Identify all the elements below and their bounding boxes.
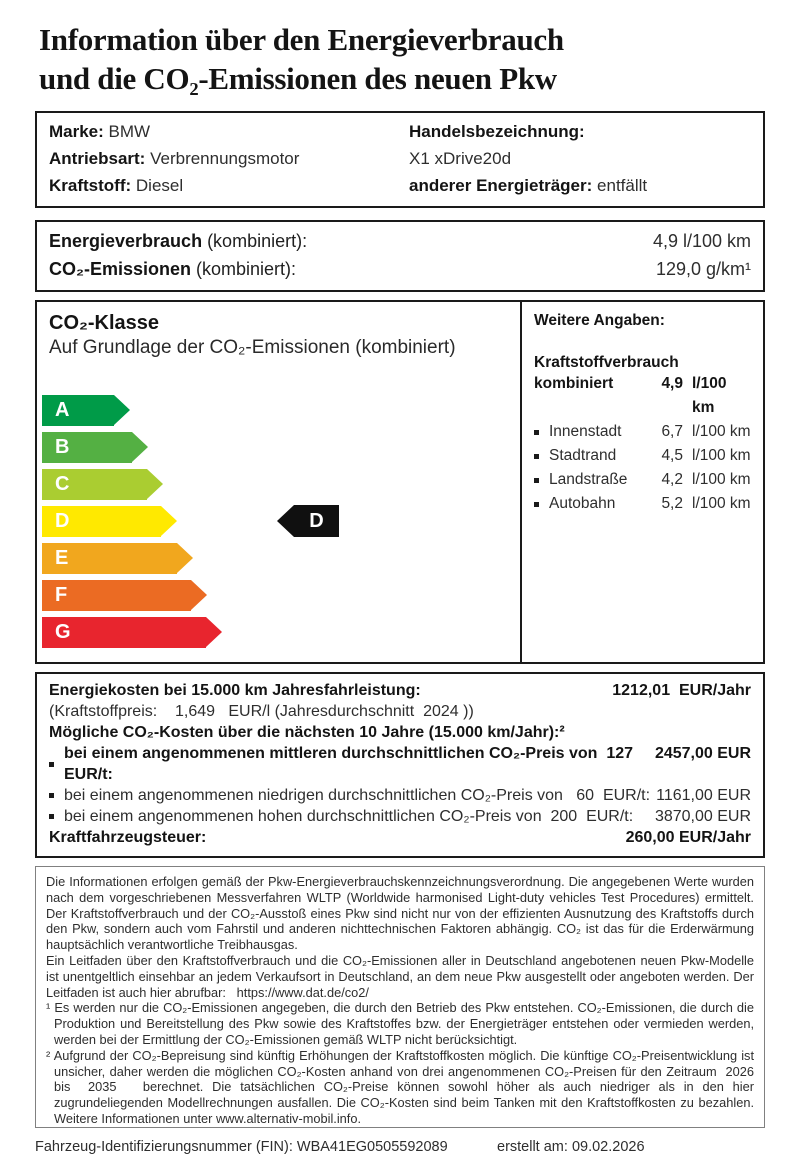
class-arrow-g: [42, 617, 514, 648]
class-arrow-g-tip-icon: [206, 617, 222, 647]
page-title: [35, 20, 765, 98]
fuel-value: Diesel: [135, 176, 184, 195]
co2-emissions-value: 129,0 g/km¹: [655, 259, 751, 279]
other-energy-label: anderer Energieträger:: [409, 176, 593, 195]
fuel-rural-unit: l/100 km: [692, 471, 751, 488]
class-arrow-a-tip-icon: [114, 395, 130, 425]
fineprint-footnote-2: ² Aufgrund der CO₂-Bepreisung sind künftig Erhöhungen der Kraftstoffkosten möglich. Die künftige CO₂-Preisentwicklung ist unsicher, daher werden die möglichen CO₂-Kosten anhand von drei angenommenen CO₂-Preisen für den Zeitraum 2026 bis 2035 berechnet. Die tatsächlichen CO₂-Preise können sowohl höher als auch niedriger als in den hier zugrundeliegenden Modellrechnungen ausfallen. Die CO₂-Kosten sind beim Tanken mit den Kraftstoffkosten zu bezahlen. Weitere Informationen unter www.alternativ-mobil.info.: [46, 1047, 758, 1126]
fineprint-paragraph-2: Ein Leitfaden über den Kraftstoffverbrauch und die CO₂-Emissionen aller in Deutschland angebotenen neuen Pkw-Modelle ist unentgeltlich einsehbar an jedem Verkaufsort in Deutschland, an dem neue Pkw ausgestellt oder angeboten werden. Der Leitfaden ist auch hier abrufbar: https://www.dat.de/co2/: [46, 952, 758, 1000]
fuel-combined-label: kombiniert: [534, 375, 614, 392]
fuel-suburb-value: 4,5: [661, 447, 683, 464]
fuel-highway-unit: l/100 km: [692, 495, 751, 512]
fuel-rural-row: [534, 468, 753, 492]
class-arrow-f-label: F: [42, 580, 191, 611]
vehicle-tax-row: [49, 827, 751, 848]
fuel-city-unit: l/100 km: [692, 423, 751, 440]
class-arrow-g-label: G: [42, 617, 206, 648]
co2-class-heading: CO₂-Klasse: [49, 312, 160, 334]
class-arrow-e: [42, 543, 514, 574]
created-date: [497, 1138, 645, 1156]
vehicle-tax-label: Kraftfahrzeugsteuer:: [49, 829, 207, 846]
trade-name-label: Handelsbezeichnung:: [409, 122, 585, 141]
energy-consumption-label-rest: (kombiniert):: [202, 231, 308, 251]
co2-cost-high-value: 3870,00 EUR: [654, 808, 751, 825]
class-arrow-d-tip-icon: [161, 506, 177, 536]
fuel-combined-unit: l/100 km: [692, 375, 727, 416]
vehicle-class-marker-tip-icon: [277, 505, 294, 537]
footer: [35, 1138, 765, 1156]
co2-class-box: [35, 300, 765, 664]
class-arrow-f: [42, 580, 514, 611]
consumption-box: [35, 220, 765, 292]
fuel-highway-label: Autobahn: [549, 495, 616, 512]
further-details-panel: [520, 302, 763, 664]
legal-fineprint-box: [35, 866, 765, 1128]
co2-cost-low-row: [49, 785, 751, 806]
fuel-consumption-title: Kraftstoffverbrauch: [534, 354, 679, 371]
fuel-combined-row: [534, 372, 753, 420]
fineprint-footnote-1: ¹ Es werden nur die CO₂-Emissionen angegeben, die durch den Betrieb des Pkw entstehen. CO₂-Emissionen, die durch die Produktion und Bereitstellung des Pkw sowie des Kraftstoffes bzw. der Energieträger entstehen oder vermieden werden, werden bei der Ermittlung der CO₂-Emissionen gemäß WLTP nicht berücksichtigt.: [46, 1000, 758, 1047]
bullet-icon: [49, 762, 54, 767]
class-arrow-e-label: E: [42, 543, 177, 574]
fuel-rural-value: 4,2: [661, 471, 683, 488]
co2-class-scale: [42, 395, 514, 648]
co2-emissions-label-bold: CO₂-Emissionen: [49, 259, 192, 279]
co2-emissions-label: [49, 255, 296, 283]
trade-name-value: X1 xDrive20d: [409, 149, 512, 168]
class-arrow-c-label: C: [42, 469, 147, 500]
brand-row: [49, 118, 409, 145]
energy-consumption-row: [49, 227, 751, 255]
created-value: 09.02.2026: [571, 1139, 645, 1155]
class-arrow-c-tip-icon: [147, 469, 163, 499]
energy-costs-value: 1212,01 EUR/Jahr: [612, 682, 751, 699]
energy-costs-label: Energiekosten bei 15.000 km Jahresfahrleistung:: [49, 682, 421, 699]
energy-consumption-label-bold: Energieverbrauch: [49, 231, 203, 251]
co2-cost-high-text: bei einem angenommenen hohen durchschnittlichen CO₂-Preis von 200 EUR/t:: [64, 808, 634, 825]
fuel-combined-value: 4,9: [661, 375, 683, 392]
co2-cost-high-row: [49, 806, 751, 827]
fuel-city-row: [534, 420, 753, 444]
other-energy-row: [409, 172, 751, 199]
drivetrain-value: Verbrennungsmotor: [150, 149, 300, 168]
bullet-icon: [534, 478, 539, 483]
trade-name-label-row: [409, 118, 751, 145]
co2-costs-heading: Mögliche CO₂-Kosten über die nächsten 10 Jahre (15.000 km/Jahr):²: [49, 724, 565, 741]
bullet-icon: [534, 430, 539, 435]
fuel-city-label: Innenstadt: [549, 423, 622, 440]
fuel-highway-value: 5,2: [661, 495, 683, 512]
class-arrow-f-tip-icon: [191, 580, 207, 610]
drivetrain-label: Antriebsart:: [49, 149, 146, 168]
fuel-price-note: (Kraftstoffpreis: 1,649 EUR/l (Jahresdurchschnitt 2024 )): [49, 703, 474, 720]
co2-cost-low-value: 1161,00 EUR: [656, 787, 751, 804]
fin-value: WBA41EG0505592089: [296, 1139, 448, 1155]
fuel-highway-row: [534, 492, 753, 516]
bullet-icon: [49, 793, 54, 798]
class-arrow-b-label: B: [42, 432, 132, 463]
energy-costs-box: [35, 672, 765, 858]
class-arrow-b-tip-icon: [132, 432, 148, 462]
class-arrow-c: [42, 469, 514, 500]
vehicle-tax-value: 260,00 EUR/Jahr: [625, 829, 751, 846]
further-details-heading: Weitere Angaben:: [534, 312, 665, 329]
trade-name-value-row: [409, 145, 751, 172]
fuel-row: [49, 172, 409, 199]
fuel-label: Kraftstoff:: [49, 176, 132, 195]
class-arrow-a: [42, 395, 514, 426]
energy-consumption-value: 4,9 l/100 km: [652, 231, 751, 251]
fuel-city-value: 6,7: [661, 423, 683, 440]
fuel-rural-label: Landstraße: [549, 471, 628, 488]
brand-value: BMW: [108, 122, 151, 141]
co2-cost-medium-text: bei einem angenommenen mittleren durchschnittlichen CO₂-Preis von 127 EUR/t:: [64, 745, 642, 783]
co2-cost-medium-row: [49, 743, 751, 785]
brand-label: Marke:: [49, 122, 104, 141]
bullet-icon: [49, 814, 54, 819]
page-title-line2: und die CO₂-Emissionen des neuen Pkw: [39, 61, 557, 96]
bullet-icon: [534, 502, 539, 507]
vehicle-info-left: [49, 118, 409, 199]
bullet-icon: [534, 454, 539, 459]
vehicle-info-right: [409, 118, 751, 199]
co2-emissions-label-rest: (kombiniert):: [191, 259, 297, 279]
fuel-suburb-label: Stadtrand: [549, 447, 617, 464]
created-label: erstellt am:: [497, 1139, 568, 1155]
class-arrow-e-tip-icon: [177, 543, 193, 573]
co2-class-subheading: Auf Grundlage der CO₂-Emissionen (kombiniert): [49, 337, 456, 358]
fineprint-paragraph-1: Die Informationen erfolgen gemäß der Pkw-Energieverbrauchskennzeichnungsverordnung. Die angegebenen Werte wurden nach dem vorgeschriebenen Messverfahren WLTP (Worldwide harmonised Light-duty vehicles Test Procedures) ermittelt. Der Kraftstoffverbrauch und der CO₂-Ausstoß eines Pkw sind nicht nur von der effizienten Ausnutzung des Kraftstoffs durch den Pkw, sondern auch vom Fahrstil und anderen nichttechnischen Faktoren abhängig. CO₂ ist das für die Erderwärmung hauptsächlich verantwortliche Treibhausgas.: [46, 874, 758, 953]
class-arrow-d-label: D: [42, 506, 161, 537]
co2-costs-heading-row: [49, 722, 751, 743]
co2-class-panel: [37, 302, 520, 664]
other-energy-value: entfällt: [597, 176, 648, 195]
class-arrow-a-label: A: [42, 395, 114, 426]
fuel-suburb-unit: l/100 km: [692, 447, 751, 464]
energy-costs-row: [49, 680, 751, 701]
vehicle-info-box: [35, 111, 765, 208]
page-title-line1: Information über den Energieverbrauch: [39, 22, 564, 57]
drivetrain-row: [49, 145, 409, 172]
energy-consumption-label: [49, 227, 307, 255]
fuel-suburb-row: [534, 444, 753, 468]
class-arrow-b: [42, 432, 514, 463]
vehicle-class-marker: [277, 505, 339, 537]
co2-cost-medium-value: 2457,00 EUR: [654, 745, 751, 762]
co2-emissions-row: [49, 255, 751, 283]
fin-label: Fahrzeug-Identifizierungsnummer (FIN):: [35, 1139, 293, 1155]
co2-cost-low-text: bei einem angenommenen niedrigen durchschnittlichen CO₂-Preis von 60 EUR/t:: [64, 787, 651, 804]
vehicle-class-marker-label: D: [294, 505, 339, 537]
